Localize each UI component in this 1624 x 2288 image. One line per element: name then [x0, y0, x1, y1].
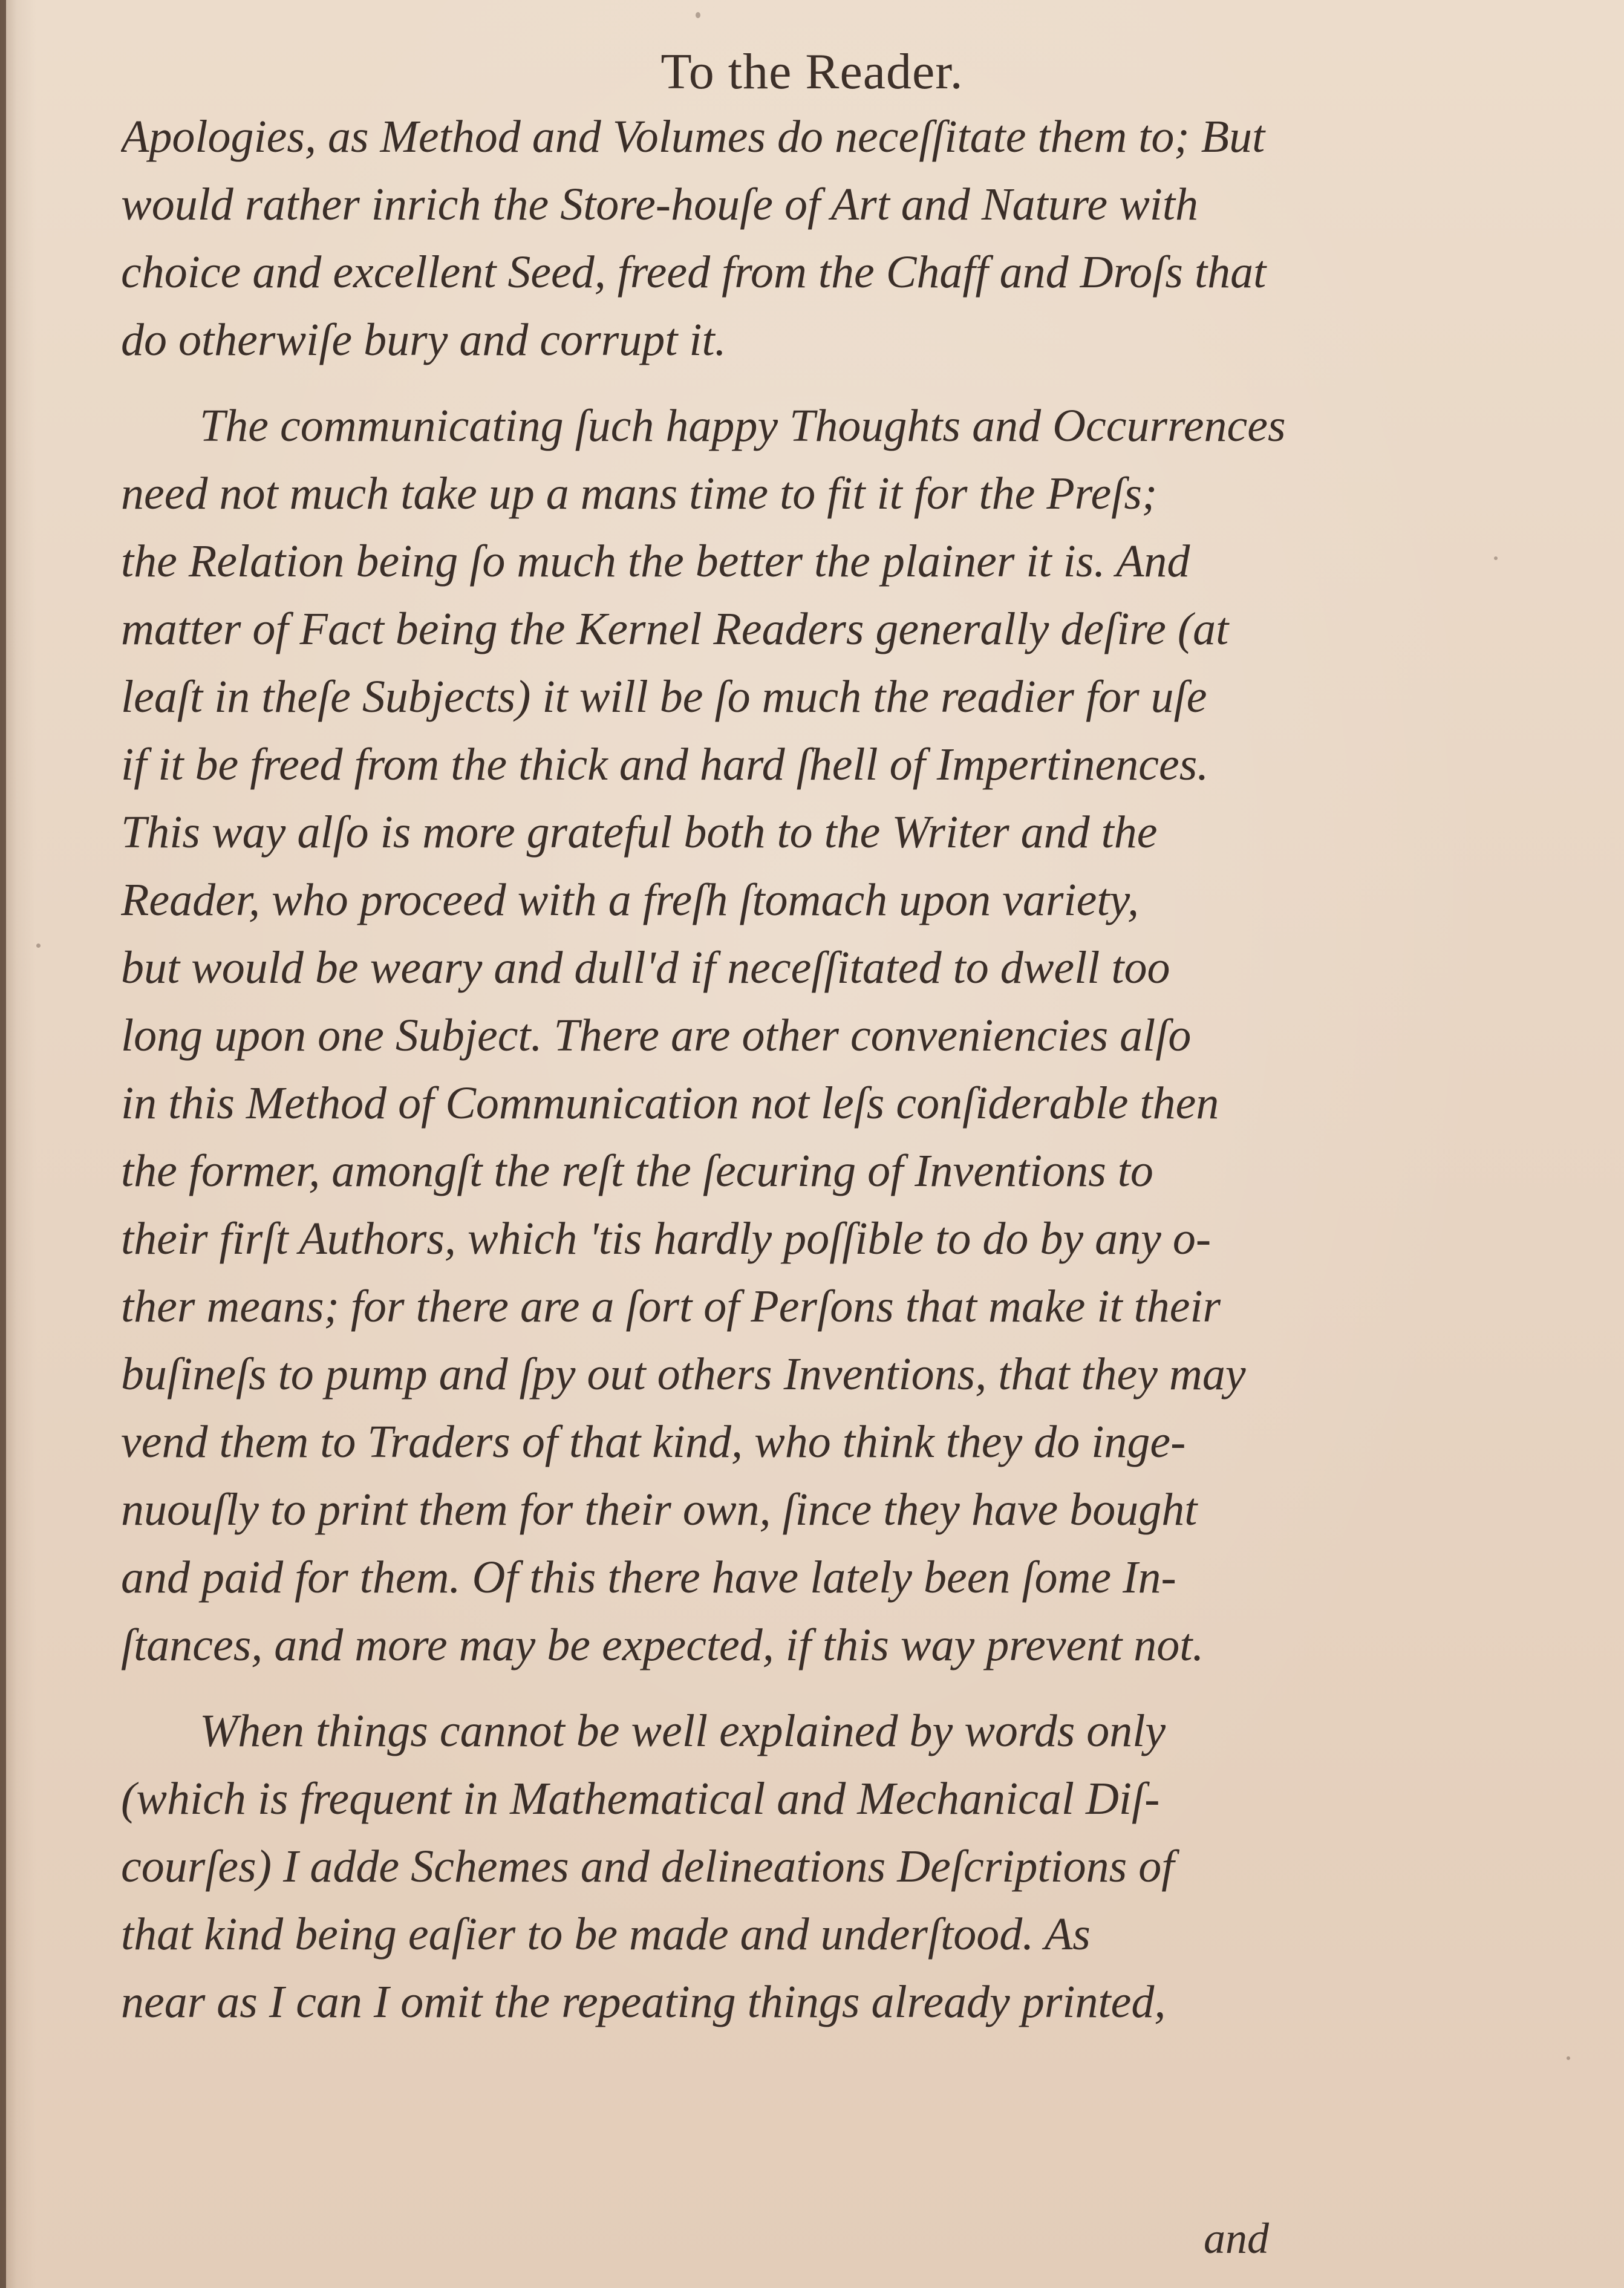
- text-line: courſes) I adde Schemes and delineations Deſcriptions of: [121, 1841, 1175, 1892]
- paper-speck: [696, 12, 700, 18]
- text-line: need not much take up a mans time to fit it for the Preſs;: [121, 468, 1158, 519]
- paragraph-2: [121, 392, 1343, 1679]
- text-line: if it be freed from the thick and hard ſhell of Impertinences.: [121, 739, 1209, 790]
- text-line: vend them to Traders of that kind, who think they do inge-: [121, 1416, 1186, 1467]
- text-line: ther means; for there are a ſort of Perſons that make it their: [121, 1281, 1221, 1332]
- text-line: that kind being eaſier to be made and underſtood. As: [121, 1909, 1091, 1960]
- catchword: and: [1204, 2214, 1269, 2263]
- page-gutter-edge: [0, 0, 6, 2288]
- body-text: [121, 103, 1343, 2036]
- text-line: their firſt Authors, which 'tis hardly poſſible to do by any o-: [121, 1213, 1211, 1264]
- text-line: When things cannot be well explained by words only: [200, 1706, 1166, 1756]
- paragraph-gap: [121, 374, 1343, 392]
- text-line: This way alſo is more grateful both to the Writer and the: [121, 807, 1158, 858]
- text-line: Reader, who proceed with a freſh ſtomach upon variety,: [121, 875, 1139, 925]
- text-line: ſtances, and more may be expected, if this way prevent not.: [121, 1620, 1204, 1670]
- paper-speck: [1567, 2056, 1570, 2060]
- text-line: would rather inrich the Store-houſe of Art and Nature with: [121, 179, 1199, 230]
- text-line: do otherwiſe bury and corrupt it.: [121, 315, 726, 365]
- text-line: matter of Fact being the Kernel Readers generally deſire (at: [121, 604, 1229, 654]
- paper-speck: [1494, 556, 1498, 560]
- text-line: long upon one Subject. There are other conveniencies alſo: [121, 1010, 1192, 1061]
- text-line: and paid for them. Of this there have lately been ſome In-: [121, 1552, 1176, 1603]
- paragraph-3: [121, 1697, 1343, 2036]
- text-line: The communicating ſuch happy Thoughts and Occurrences: [200, 400, 1286, 451]
- text-line: buſineſs to pump and ſpy out others Inventions, that they may: [121, 1349, 1246, 1400]
- text-line: (which is frequent in Mathematical and Mechanical Diſ-: [121, 1773, 1160, 1824]
- text-line: but would be weary and dull'd if neceſſitated to dwell too: [121, 942, 1170, 993]
- text-line: leaſt in theſe Subjects) it will be ſo much the readier for uſe: [121, 671, 1207, 722]
- text-line: choice and excellent Seed, freed from the Chaff and Droſs that: [121, 247, 1267, 298]
- text-line: in this Method of Communication not leſs conſiderable then: [121, 1078, 1219, 1129]
- text-line: nuouſly to print them for their own, ſince they have bought: [121, 1484, 1198, 1535]
- paper-speck: [36, 944, 41, 948]
- text-line: near as I can I omit the repeating things already printed,: [121, 1977, 1166, 2027]
- text-line: Apologies, as Method and Volumes do neceſſitate them to; But: [121, 111, 1265, 162]
- running-head: To the Reader.: [660, 44, 964, 100]
- text-line: the former, amongſt the reſt the ſecuring of Inventions to: [121, 1146, 1153, 1196]
- text-line: the Relation being ſo much the better the plainer it is. And: [121, 536, 1190, 587]
- paragraph-1: [121, 103, 1343, 374]
- paragraph-gap: [121, 1679, 1343, 1697]
